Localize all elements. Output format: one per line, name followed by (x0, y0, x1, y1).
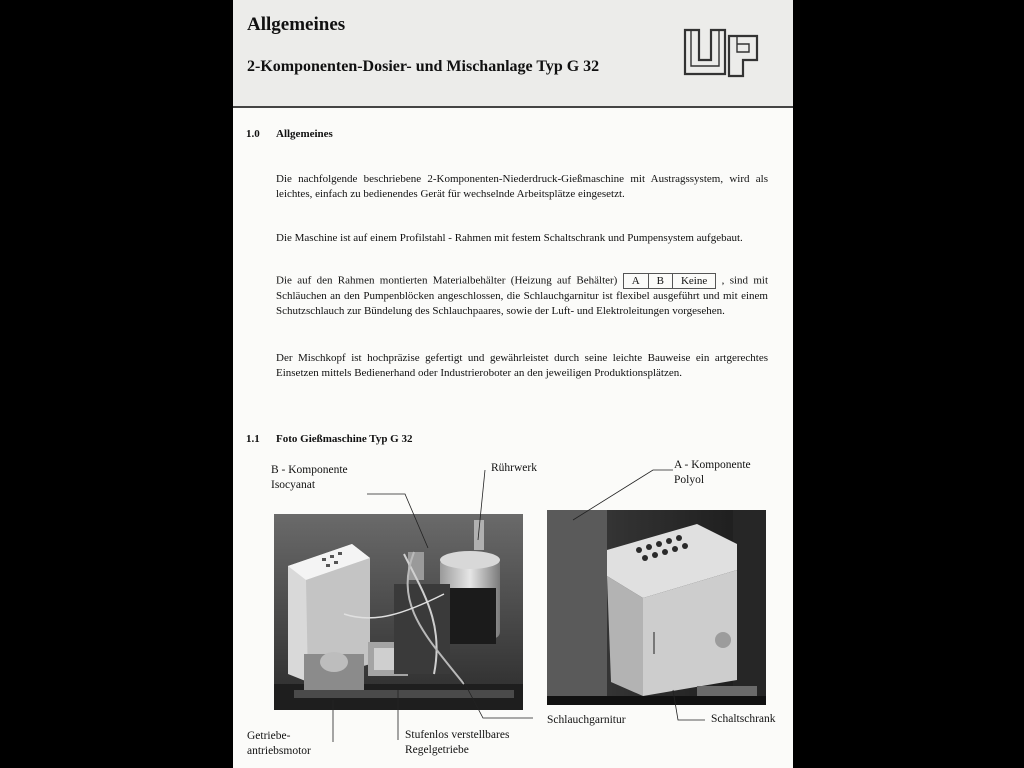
section-number: 1.1 (246, 433, 260, 445)
callout-lines (233, 0, 793, 768)
option-keine: Keine (680, 275, 708, 287)
label-getriebe-line1: Getriebe- (247, 730, 291, 742)
label-getriebe (247, 729, 311, 759)
label-schaltschrank: Schaltschrank (711, 713, 776, 725)
paragraph-1: Die nachfolgende beschriebene 2-Komponenten-Niederdruck-Gießmaschine mit Austragssystem, wird als leichtes, einfach zu bedienendes Gerät für wechselnde Arbeitsplätze eingesetzt. (276, 173, 768, 200)
label-stufenlos (405, 728, 509, 758)
section-title: Foto Gießmaschine Typ G 32 (276, 433, 413, 445)
paragraph-3-mark: , (721, 274, 725, 287)
label-b-component (271, 463, 348, 493)
header-title: Allgemeines (247, 14, 346, 35)
section-title: Allgemeines (276, 128, 333, 140)
label-stufenlos-line2: Regelgetriebe (405, 744, 469, 756)
label-a-component-line1: A - Komponente (674, 459, 751, 471)
label-getriebe-line2: antriebsmotor (247, 745, 311, 757)
label-ruehrwerk: Rührwerk (491, 462, 537, 474)
label-b-component-line2: Isocyanat (271, 479, 316, 491)
option-b: B (649, 274, 673, 288)
section-number: 1.0 (246, 128, 260, 140)
paragraph-3-start: Die auf den Rahmen montierten Materialbehälter (Heizung auf Behälter) (276, 274, 618, 287)
label-b-component-line1: B - Komponente (271, 464, 348, 476)
document-page (233, 0, 793, 768)
paragraph-2: Die Maschine ist auf einem Profilstahl - Rahmen mit festem Schaltschrank und Pumpensystem aufgebaut. (276, 232, 743, 244)
label-schlauchgarnitur: Schlauchgarnitur (547, 714, 626, 726)
label-stufenlos-line1: Stufenlos verstellbares (405, 729, 510, 741)
label-a-component (674, 458, 751, 488)
header-subtitle: 2-Komponenten-Dosier- und Mischanlage Typ G 32 (247, 58, 600, 75)
option-a: A (624, 274, 649, 288)
paragraph-3-rest: sind mit Schläuchen an den Pumpenblöcken angeschlossen, die Schlauchgarnitur ist flexibel ausgeführt und mit einem Schutzschlauch zur Bündelung des Schlauchpaares, sowie der Luft- und Elektroleitungen vorgesehen. (276, 274, 769, 317)
paragraph-4: Der Mischkopf ist hochpräzise gefertigt und gewährleistet durch seine leichte Bauweise ein artgerechtes Einsetzen mittels Bedienerhand oder Industrieroboter an den jeweiligen Produktionsplätzen. (276, 352, 768, 379)
label-a-component-line2: Polyol (674, 474, 705, 486)
